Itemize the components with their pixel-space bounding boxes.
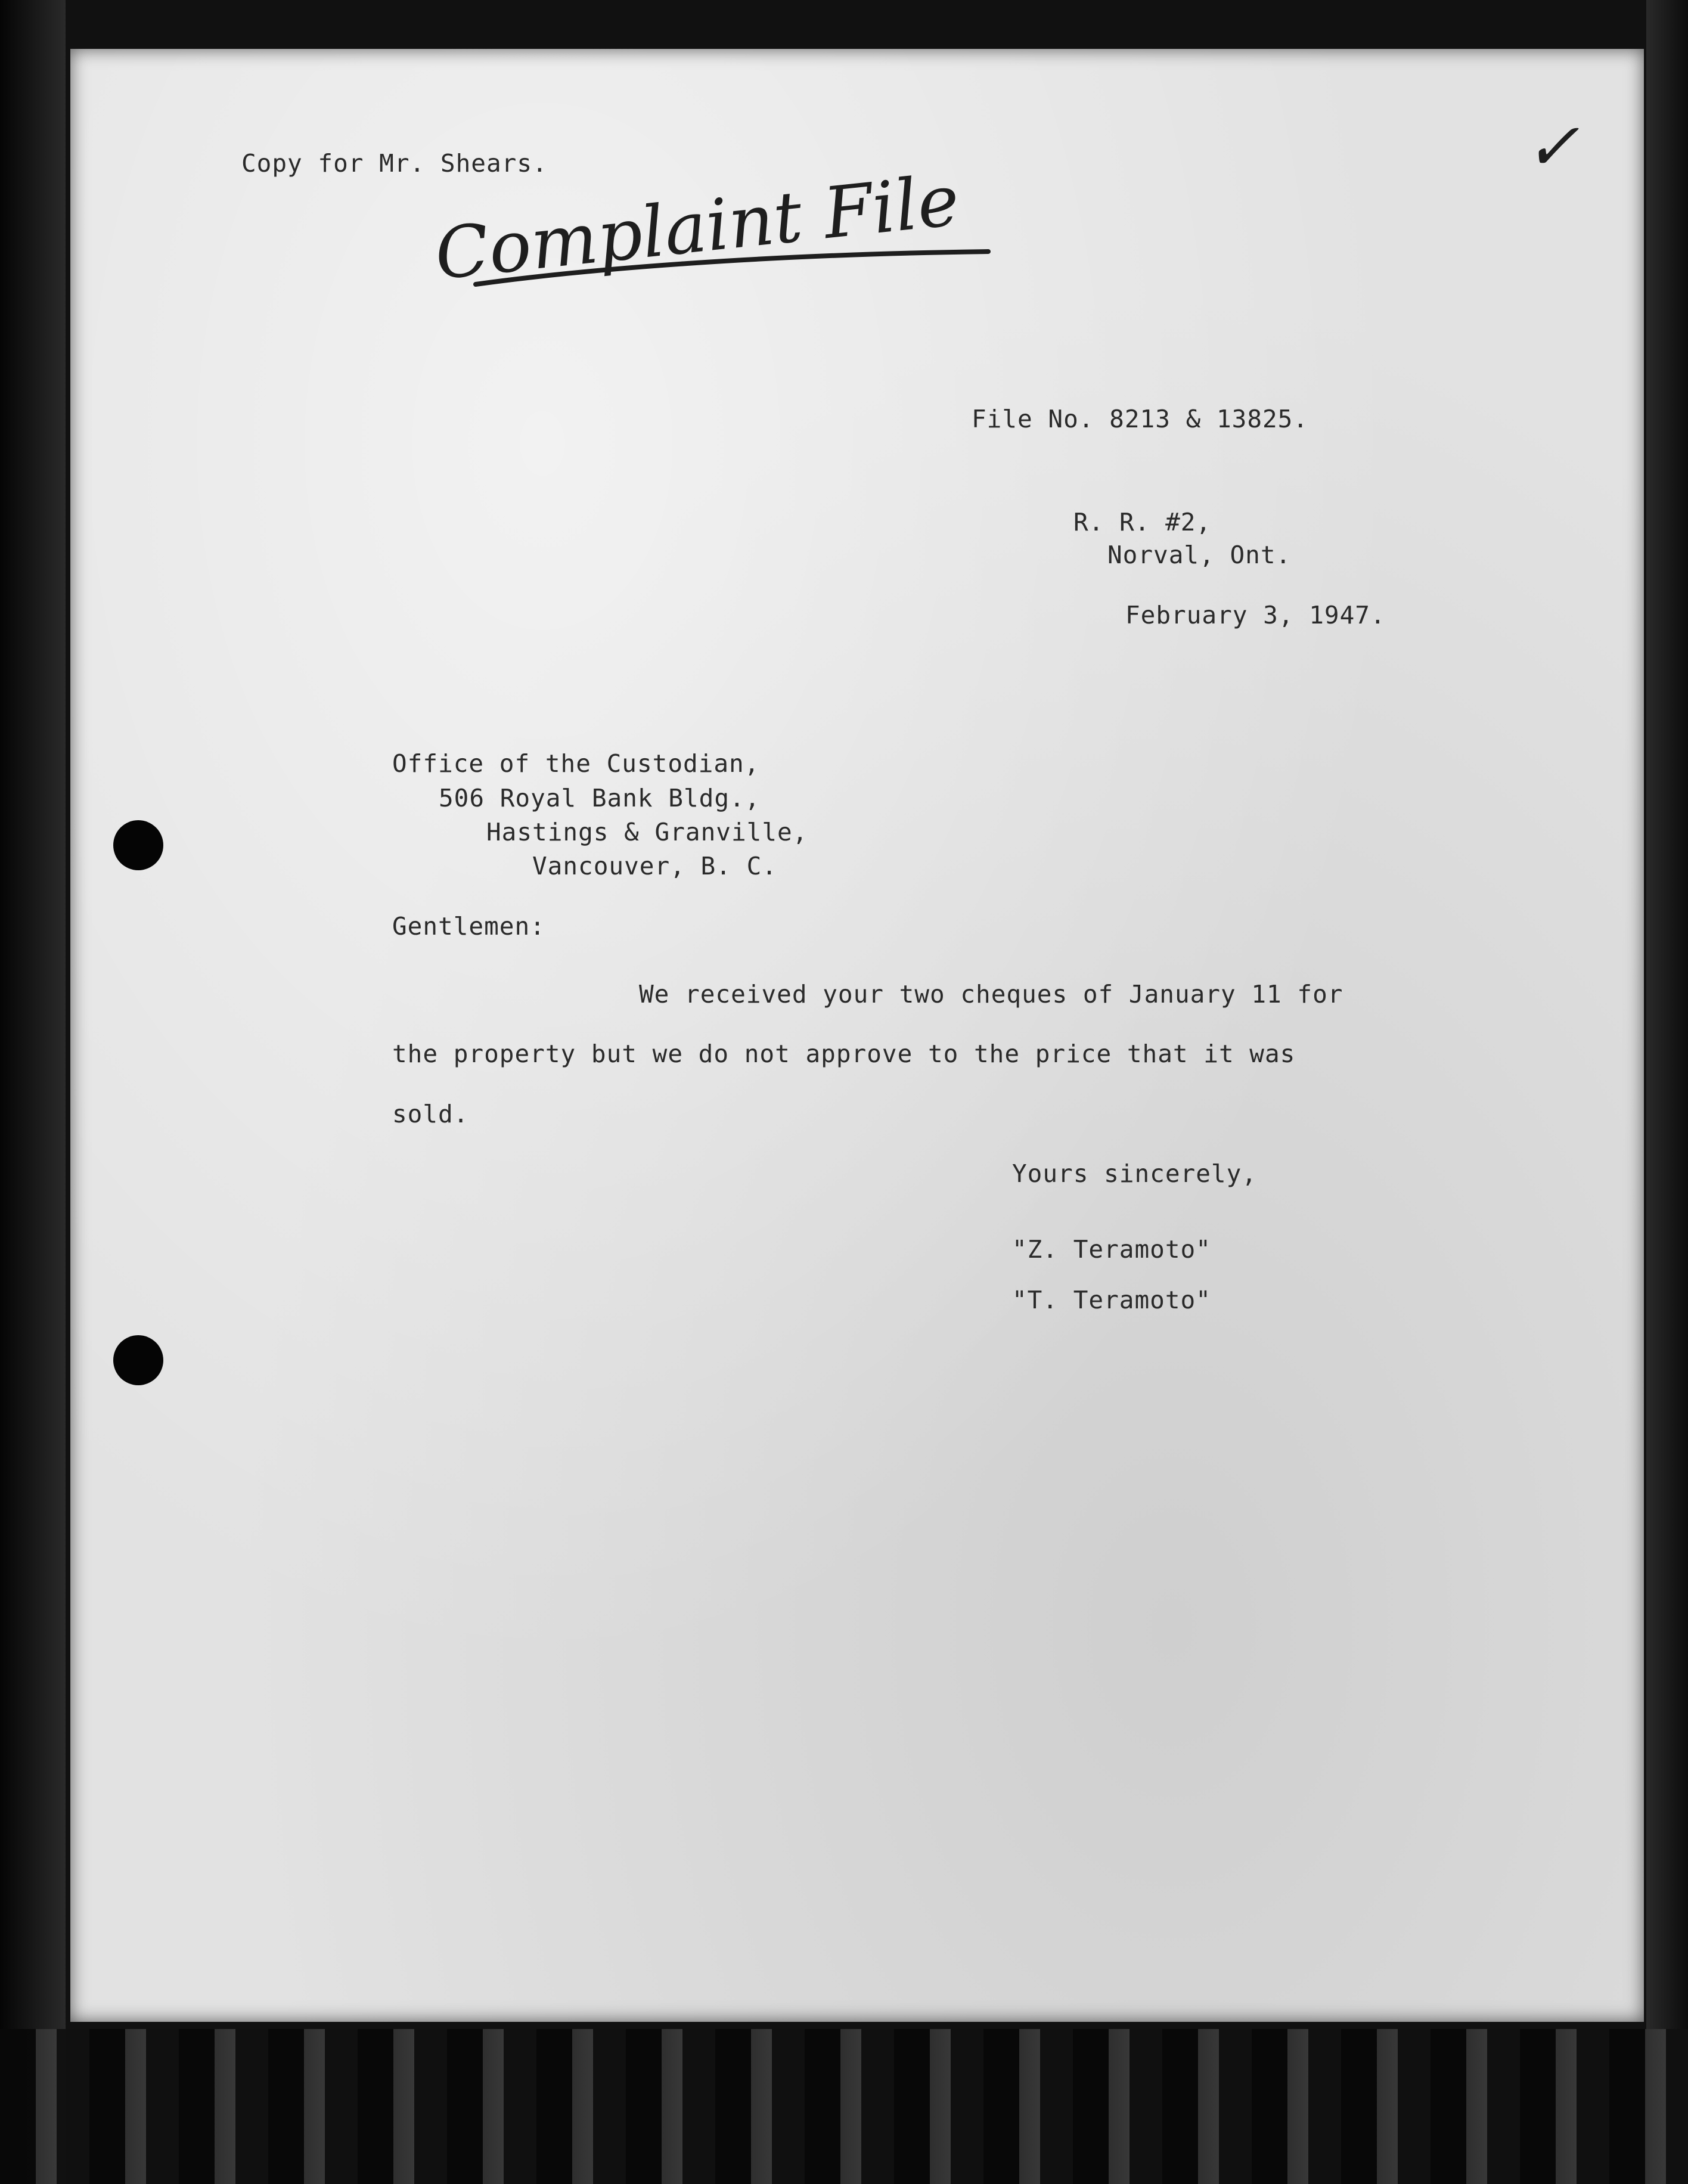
salutation: Gentlemen: — [392, 912, 545, 941]
closing: Yours sincerely, — [1012, 1159, 1257, 1188]
recipient-line-2: 506 Royal Bank Bldg., — [439, 784, 761, 812]
body-line-2: the property but we do not approve to the price that it was — [392, 1040, 1296, 1068]
body-line-3: sold. — [392, 1100, 469, 1128]
body-line-1: We received your two cheques of January 11 for — [639, 980, 1343, 1009]
film-edge-right — [1646, 0, 1688, 2184]
recipient-line-3: Hastings & Granville, — [486, 818, 808, 846]
film-edge-left — [0, 0, 66, 2184]
sender-address-line-2: Norval, Ont. — [1107, 541, 1292, 569]
checkmark-icon: ✓ — [1525, 108, 1580, 185]
signature-line-1: "Z. Teramoto" — [1012, 1235, 1211, 1264]
copy-note: Copy for Mr. Shears. — [241, 149, 548, 178]
film-edge-bottom — [0, 2029, 1688, 2184]
letter-page — [70, 49, 1644, 2022]
recipient-line-1: Office of the Custodian, — [392, 749, 760, 778]
signature-line-2: "T. Teramoto" — [1012, 1286, 1211, 1314]
punch-hole-lower — [113, 1335, 163, 1385]
handwritten-file-label: Complaint File — [431, 159, 963, 296]
letter-date: February 3, 1947. — [1125, 601, 1386, 629]
punch-hole-upper — [113, 820, 163, 870]
file-number: File No. 8213 & 13825. — [972, 405, 1309, 433]
recipient-line-4: Vancouver, B. C. — [532, 852, 777, 880]
sender-address-line-1: R. R. #2, — [1073, 508, 1212, 536]
handwritten-underline — [464, 228, 1000, 299]
